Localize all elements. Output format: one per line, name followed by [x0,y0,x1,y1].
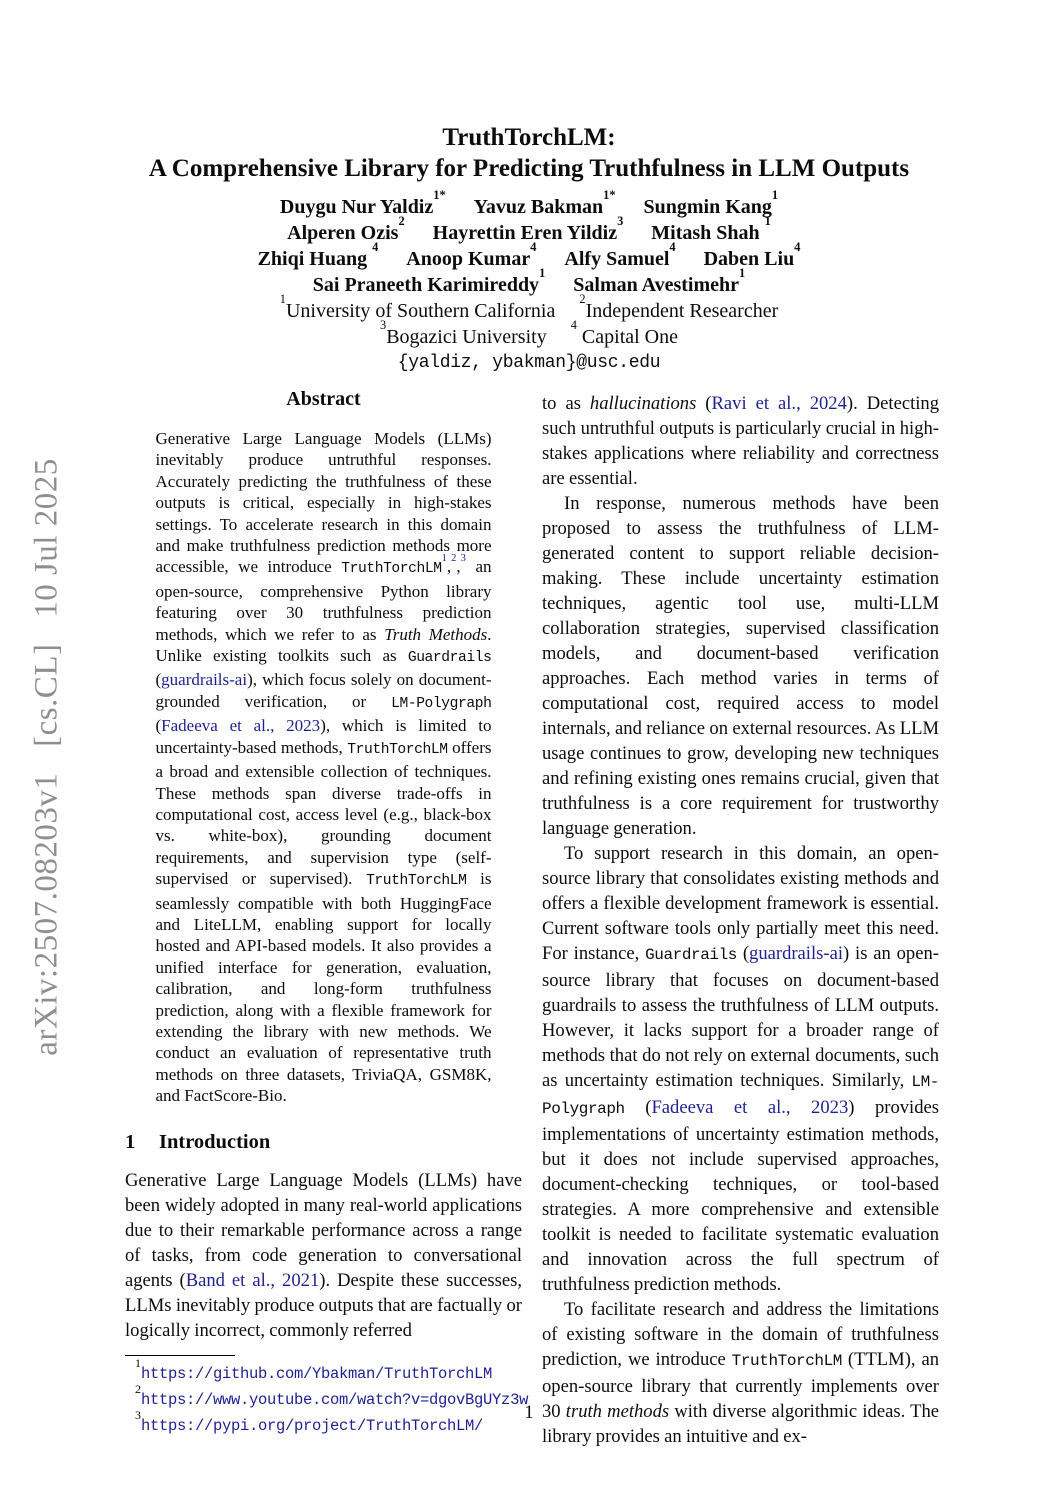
footnote [125,1356,522,1387]
arxiv-watermark: arXiv:2507.08203v1 [cs.CL] 10 Jul 2025 [28,458,65,1056]
text-segment: ( [624,1097,652,1118]
footnote-rule [125,1355,235,1356]
text-segment: an open-source, comprehensive Python library featuring over 30 truthfulness prediction methods, which we refer to as [155,557,492,644]
author-name: Sai Praneeth Karimireddy$^1$ [312,266,546,296]
page-number: 1 [524,1402,534,1423]
affiliation-sup: 4 [570,318,577,333]
citation-link[interactable]: Ravi et al., 2024 [711,393,847,414]
text-segment: ( [155,670,162,690]
affiliation: $^3$Bogazici University [379,318,547,348]
author-name: Yavuz Bakman$^{1*}$ [473,188,616,218]
text-segment: (TTLM), an open-source library that currently implements over 30 [542,1349,939,1422]
paper-title-line1: TruthTorchLM: [442,124,616,151]
author-row [0,214,1058,247]
text-segment: Guardrails [645,946,737,964]
paragraph [542,391,939,491]
contact-email: {yaldiz, ybakman}@usc.edu [397,353,661,373]
author-name: Zhiqi Huang $^4$ [257,240,379,270]
author-name: Daben Liu$^4$ [703,240,801,270]
text-segment: ( [696,393,712,414]
footnote-marker: 3 [135,1408,141,1423]
author-name: Hayrettin Eren Yildiz$^3$ [432,214,624,244]
affiliation-sup: 2 [579,292,586,307]
author-name: Alfy Samuel$^4$ [564,240,676,270]
author-name: Duygu Nur Yaldiz$^{1*}$ [279,188,446,218]
text-segment: ). Detecting such untruthful outputs is particularly crucial in high-stakes applications where reliability and correctness are essential. [542,393,940,489]
text-segment: TruthTorchLM [366,873,467,890]
text-segment: ) is an open-source library that focuses on document-based guardrails to assess the truthfulness of LLM outputs. However, it lacks support for a broader range of methods that do not rely on external documents, such as uncertainty estimation techniques. Similarly, [542,943,939,1091]
footnote-link[interactable]: https://github.com/Ybakman/TruthTorchLM [141,1364,493,1383]
text-segment: ) provides implementations of uncertainty estimation methods, but it does not include supervised approaches, document-checking techniques, or tool-based strategies. A more comprehensive and extensible toolkit is needed to facilitate systematic evaluation and innovation across the full spectrum of truthfulness prediction methods. [542,1097,939,1295]
citation-link[interactable]: 3 [460,552,466,564]
text-segment: ( [737,943,750,964]
text-segment: ( [155,716,162,736]
author-name: Anoop Kumar$^4$ [406,240,537,270]
author-sup: 1* [603,188,616,203]
citation-link[interactable]: Fadeeva et al., 2023 [161,716,321,736]
paper-title [0,122,1058,184]
text-segment: To facilitate research and address the limitations of existing software in the domain of truthfulness prediction, we introduce [542,1299,939,1370]
footnote-link[interactable]: https://pypi.org/project/TruthTorchLM/ [141,1416,484,1435]
text-segment: Truth Methods [384,624,488,644]
text-segment: , [446,557,452,577]
author-name: Alperen Ozis$^2$ [287,214,405,244]
text-segment: ). Despite these successes, LLMs inevitably produce outputs that are factually or logically incorrect, commonly referred [125,1269,522,1341]
text-segment: hallucinations [589,393,697,414]
text-segment: LM-Polygraph [391,695,492,712]
citation-link[interactable]: 2 [451,552,457,564]
footnote-link[interactable]: https://www.youtube.com/watch?v=dgovBgUYz3w [141,1390,529,1409]
author-row [0,240,1058,273]
author-sup: 4 [669,240,676,255]
affiliation: $^1$University of Southern California [279,292,556,322]
affiliation-sup: 1 [279,292,286,307]
text-segment: offers a broad and extensible collection of techniques. These methods span diverse trade-offs in computational cost, access level (e.g., black-box vs. white-box), grounding document requirements, and supervision type (self-supervised or supervised). [155,737,492,889]
author-sup: 4 [372,240,379,255]
text-segment: Guardrails [407,650,492,667]
section-number: 1 [125,1130,136,1153]
section-title: Introduction [159,1130,271,1153]
author-sup: 1 [539,266,546,281]
author-name: Sungmin Kang$^1$ [643,188,779,218]
author-sup: 4 [530,240,537,255]
affiliation-row [0,318,1058,351]
citation-link[interactable]: 1 [441,552,447,564]
author-sup: 4 [794,240,801,255]
author-name: Mitash Shah $^1$ [651,214,771,244]
author-sup: 1 [764,214,771,229]
paragraph [125,1168,522,1343]
paragraph [542,1297,939,1449]
text-segment: ), which focus solely on document-grounded verification, or [155,670,492,711]
affiliation: $^2$Independent Researcher [579,292,779,322]
paragraph [542,841,939,1297]
text-segment: truth methods [565,1401,670,1422]
author-name: Salman Avestimehr$^1$ [573,266,746,296]
text-segment: is seamlessly compatible with both HuggingFace and LiteLLM, enabling support for locally hosted and API-based models. It also provides a unified interface for generation, evaluation, calibration, and long-form truthfulness prediction, along with a flexible framework for extending the library with new methods. We conduct an evaluation of representative truth methods on three datasets, TriviaQA, GSM8K, and FactScore-Bio. [155,869,492,1106]
text-segment: To support research in this domain, an open-source library that consolidates existing methods and offers a flexible development framework is essential. Current software tools only partially meet this need. For instance, [542,843,939,964]
text-segment: TruthTorchLM [731,1352,842,1370]
text-segment: TruthTorchLM [347,741,448,758]
left-column [125,388,529,1439]
paper-title-line2: A Comprehensive Library for Predicting Truthfulness in LLM Outputs [148,155,910,182]
text-segment: with diverse algorithmic ideas. The library provides an intuitive and ex- [542,1401,940,1447]
abstract-heading: Abstract [286,388,361,410]
citation-link[interactable]: guardrails-ai [161,670,248,690]
right-column [542,391,939,1449]
text-segment: to as [542,393,590,414]
text-segment: Generative Large Language Models (LLMs) inevitably produce untruthful responses. Accurately predicting the truthfulness of these outputs is critical, especially in high-stakes settings. To accelerate research in this domain and make truthfulness prediction methods more accessible, we introduce [155,429,492,577]
affiliation-sup: 3 [379,318,387,333]
text-segment: TruthTorchLM [341,561,442,578]
footnote-marker: 1 [135,1356,141,1371]
author-row [0,188,1058,221]
author-sup: 1* [433,188,446,203]
footnote-block [125,1355,529,1439]
text-segment: . Unlike existing toolkits such as [155,624,492,666]
footnote-marker: 2 [135,1382,141,1397]
author-sup: 1 [739,266,746,281]
author-row [0,266,1058,299]
text-segment: , [456,557,461,577]
affiliation-row [0,292,1058,325]
author-sup: 3 [617,214,624,229]
citation-link[interactable]: Fadeeva et al., 2023 [651,1097,849,1118]
citation-link[interactable]: guardrails-ai [749,943,843,964]
paragraph [542,491,939,841]
text-segment: Generative Large Language Models (LLMs) have been widely adopted in many real-world applications due to their remarkable performance across a range of tasks, from code generation to conversational agents ( [125,1169,522,1291]
text-segment: ), which is limited to uncertainty-based methods, [155,716,492,757]
citation-link[interactable]: Band et al., 2021 [185,1269,320,1291]
author-sup: 1 [771,188,779,203]
author-block [0,188,1058,376]
abstract-paragraph [156,428,492,1107]
paper-header [0,0,1058,376]
affiliation: $^4$ Capital One [570,318,679,348]
text-segment: LM-Polygraph [542,1073,939,1118]
section-heading-introduction [125,1131,522,1154]
text-segment: In response, numerous methods have been proposed to assess the truthfulness of LLM-generated content to support reliable decision-making. These include uncertainty estimation techniques, agentic tool use, multi-LLM collaboration strategies, supervised classification models, and document-based verification approaches. Each method varies in terms of computational cost, required access to model internals, and reliance on external resources. As LLM usage continues to grow, developing new techniques and refining existing ones remains crucial, given that truthfulness is a core requirement for trustworthy language generation. [542,493,939,839]
author-sup: 2 [398,214,405,229]
